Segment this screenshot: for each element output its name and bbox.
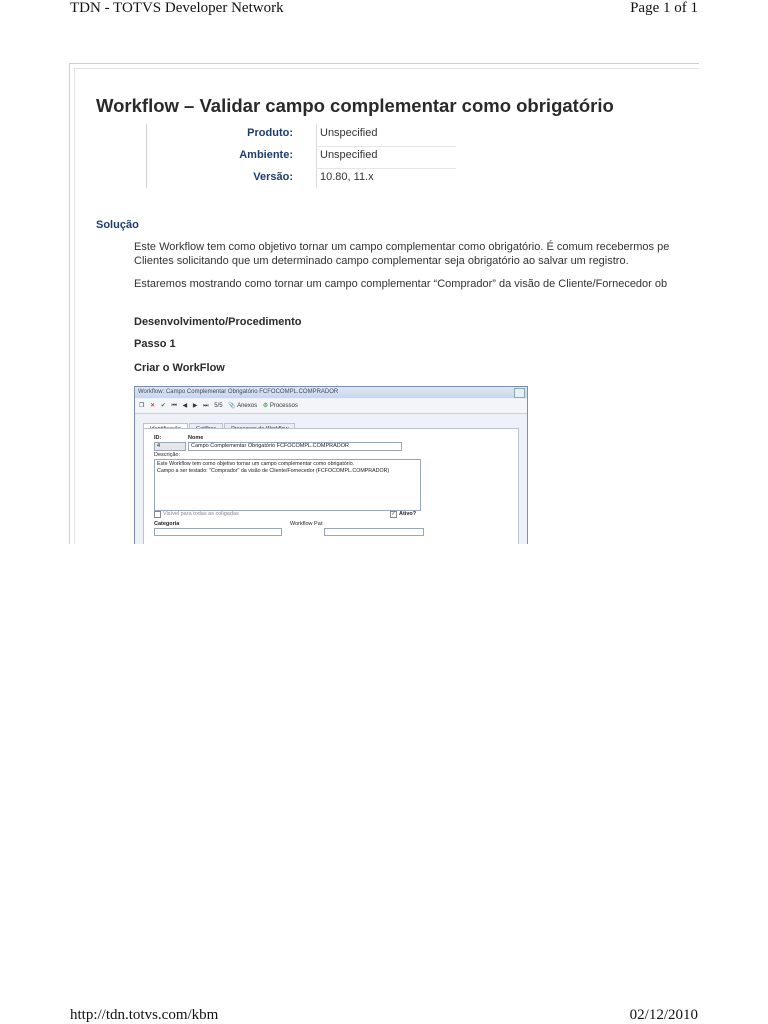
print-footer-date: 02/12/2010 (629, 1007, 698, 1023)
article-frame (69, 63, 699, 544)
identification-panel (143, 428, 519, 544)
paragraph-line: Clientes solicitando que um determinado campo complementar seja obrigatório ao salvar um registro. (134, 255, 629, 267)
description-line: Campo a ser testado: "Comprador" da visão de Cliente/Fornecedor (FCFOCOMPL.COMPRADOR) (157, 467, 390, 474)
print-page-number: Page 1 of 1 (630, 0, 698, 16)
new-icon: ❐ (139, 403, 145, 409)
name-label: Nome (188, 435, 204, 441)
section-heading-solution: Solução (96, 219, 139, 231)
meta-row-product (146, 124, 446, 146)
last-record-icon: ⏭ (203, 403, 209, 409)
attachments-label: Anexos (237, 403, 258, 409)
description-line: Este Workflow tem como objetivo tornar um campo complementar como obrigatório. (157, 461, 355, 467)
meta-label: Ambiente: (239, 149, 293, 161)
next-record-icon: ▶ (192, 403, 198, 409)
paragraph-line: Este Workflow tem como objetivo tornar um campo complementar como obrigatório. É comum recebermos pe (134, 241, 670, 253)
category-label: Categoria (154, 521, 180, 527)
meta-label: Versão: (253, 171, 293, 183)
attachments-icon: 📎 (228, 403, 236, 409)
paragraph: Estaremos mostrando como tornar um campo complementar “Comprador” da visão de Cliente/Fornecedor ob (134, 278, 668, 290)
meta-value: Unspecified (320, 149, 378, 161)
description-area (154, 459, 421, 511)
heading-development: Desenvolvimento/Procedimento (134, 316, 302, 328)
meta-row-version (146, 168, 446, 190)
save-icon: ✔ (160, 403, 166, 409)
processes-icon: ⚙ (262, 403, 269, 409)
visible-label: Visível para todas as coligadas (163, 511, 239, 517)
parent-label: Workflow Pai: (290, 521, 324, 527)
description-label: Descrição: (154, 452, 180, 458)
record-counter: 5/5 (214, 403, 223, 409)
heading-create-workflow: Criar o WorkFlow (134, 362, 225, 374)
id-label: ID: (154, 435, 162, 441)
print-header-title: TDN - TOTVS Developer Network (70, 0, 284, 16)
prev-record-icon: ◀ (182, 403, 188, 409)
window-toolbar (135, 399, 527, 414)
delete-icon: ✕ (150, 403, 156, 409)
active-checkbox: ✓ (391, 511, 396, 517)
processes-label: Processos (269, 403, 298, 409)
meta-row-environment (146, 146, 446, 168)
first-record-icon: ⏮ (171, 403, 177, 409)
meta-label: Produto: (247, 127, 293, 139)
meta-value: 10.80, 11.x (320, 171, 374, 183)
print-footer-url: http://tdn.totvs.com/kbm (70, 1007, 219, 1023)
window-title-bar: Workflow: Campo Complementar Obrigatório FCFOCOMPL.COMPRADOR (135, 387, 527, 398)
parent-field (324, 528, 424, 536)
heading-step-1: Passo 1 (134, 338, 176, 350)
visible-checkbox (154, 511, 161, 518)
article-title: Workflow – Validar campo complementar como obrigatório (96, 95, 614, 116)
meta-value: Unspecified (320, 127, 378, 139)
category-field (154, 528, 282, 536)
article-meta-table (146, 124, 446, 190)
workflow-screenshot (134, 386, 528, 544)
id-field: 4 (154, 442, 186, 451)
active-label: Ativo? (399, 511, 417, 517)
name-field: Campo Complementar Obrigatório FCFOCOMPL.COMPRADOR (188, 442, 402, 451)
close-icon (514, 388, 525, 398)
